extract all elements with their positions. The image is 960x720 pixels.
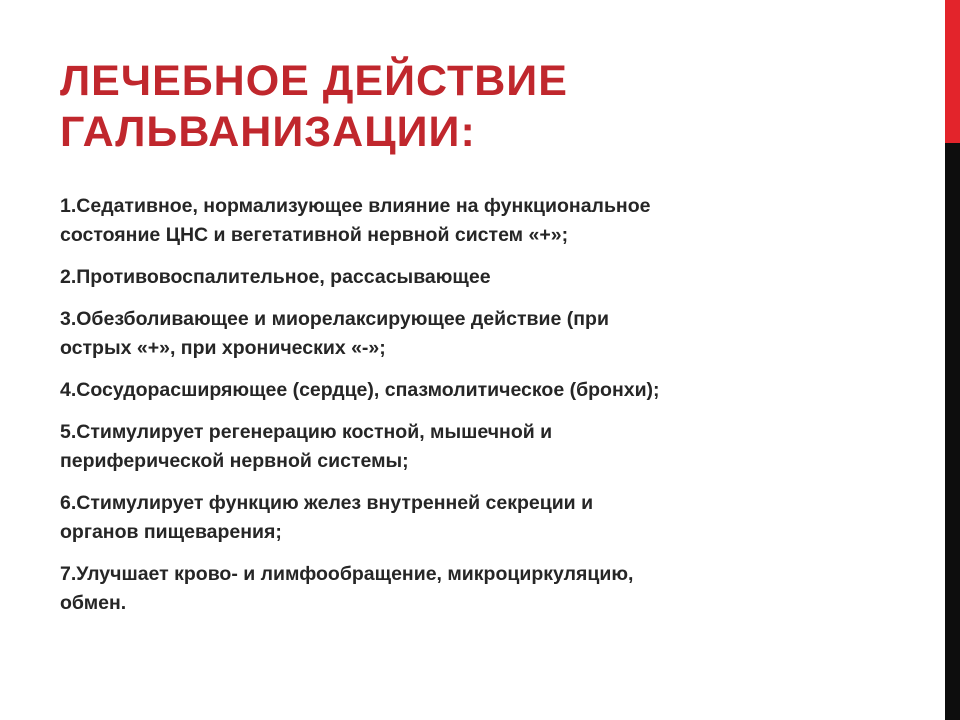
list-item-3-line-1: 3.Обезболивающее и миорелаксирующее действие (при (60, 308, 609, 330)
effects-list (60, 192, 920, 631)
list-item-5-line-1: 5.Стимулирует регенерацию костной, мышечной и (60, 421, 553, 443)
list-item-3-line-2: острых «+», при хронических «-»; (60, 337, 386, 359)
accent-bar-top (945, 0, 960, 143)
list-item-6-line-1: 6.Стимулирует функцию желез внутренней секреции и (60, 492, 594, 514)
list-item-3 (60, 305, 920, 363)
list-item-5-line-2: периферической нервной системы; (60, 450, 409, 472)
slide-title-line-2: ГАЛЬВАНИЗАЦИИ: (60, 108, 476, 156)
list-item-2 (60, 263, 920, 292)
list-item-7 (60, 560, 920, 618)
list-item-1-line-1: 1.Седативное, нормализующее влияние на функциональное (60, 195, 651, 217)
list-item-5 (60, 418, 920, 476)
slide-title-line-1: ЛЕЧЕБНОЕ ДЕЙСТВИЕ (60, 57, 568, 105)
list-item-6-line-2: органов пищеварения; (60, 521, 282, 543)
list-item-2-line-1: 2.Противовоспалительное, рассасывающее (60, 266, 491, 288)
accent-bar-bottom (945, 143, 960, 720)
list-item-7-line-2: обмен. (60, 592, 127, 614)
list-item-1 (60, 192, 920, 250)
slide-title (60, 56, 920, 158)
list-item-7-line-1: 7.Улучшает крово- и лимфообращение, микроциркуляцию, (60, 563, 634, 585)
list-item-6 (60, 489, 920, 547)
list-item-4-line-1: 4.Сосудорасширяющее (сердце), спазмолитическое (бронхи); (60, 379, 660, 401)
list-item-4 (60, 376, 920, 405)
list-item-1-line-2: состояние ЦНС и вегетативной нервной систем «+»; (60, 224, 569, 246)
